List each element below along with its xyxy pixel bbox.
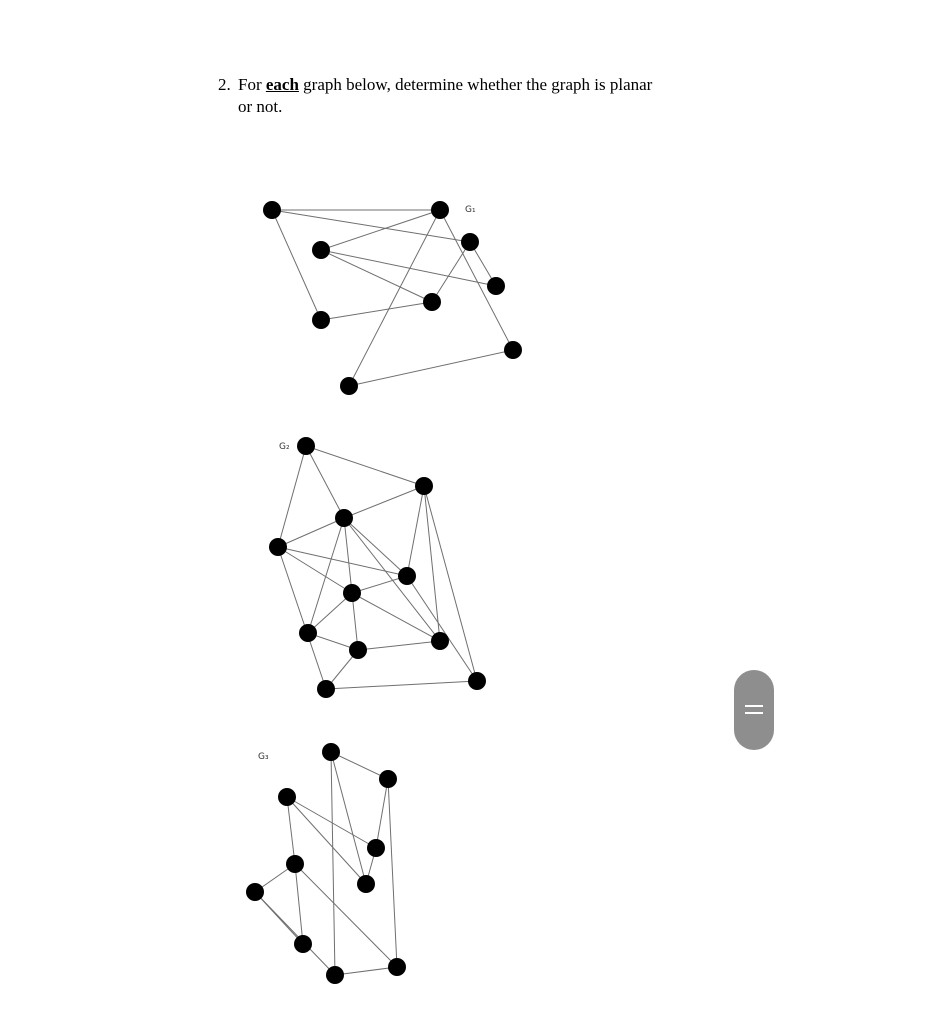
- vertex: [379, 770, 397, 788]
- question-number: 2.: [218, 75, 231, 94]
- vertex: [294, 935, 312, 953]
- graph-g1-vertices: [263, 201, 522, 395]
- graph-g2-edges: [278, 446, 477, 689]
- vertex: [299, 624, 317, 642]
- vertex: [398, 567, 416, 585]
- vertex: [278, 788, 296, 806]
- question-emphasis: each: [265, 75, 299, 94]
- question-text-before: For: [238, 75, 266, 94]
- vertex: [431, 201, 449, 219]
- vertex: [487, 277, 505, 295]
- graph-g2-label: G₂: [279, 442, 290, 452]
- vertex: [388, 958, 406, 976]
- vertex: [312, 311, 330, 329]
- vertex: [431, 632, 449, 650]
- vertex: [322, 743, 340, 761]
- vertex: [297, 437, 315, 455]
- vertex: [317, 680, 335, 698]
- vertex: [286, 855, 304, 873]
- vertex: [343, 584, 361, 602]
- graph-g3-edges: [255, 752, 397, 975]
- vertex: [263, 201, 281, 219]
- vertex: [326, 966, 344, 984]
- vertex: [246, 883, 264, 901]
- vertex: [269, 538, 287, 556]
- vertex: [415, 477, 433, 495]
- vertex: [340, 377, 358, 395]
- scroll-handle[interactable]: [734, 670, 774, 750]
- vertex: [335, 509, 353, 527]
- vertex: [504, 341, 522, 359]
- vertex: [367, 839, 385, 857]
- graph-g2-vertices: [269, 437, 486, 698]
- graph-g3-vertices: [246, 743, 406, 984]
- question-text-after: graph below, determine whether the graph is planar: [298, 75, 653, 94]
- question-text-line-2: or not.: [238, 97, 283, 116]
- vertex: [468, 672, 486, 690]
- graph-g1-label: G₁: [465, 205, 476, 215]
- vertex: [423, 293, 441, 311]
- vertex: [357, 875, 375, 893]
- vertex: [312, 241, 330, 259]
- vertex: [349, 641, 367, 659]
- vertex: [461, 233, 479, 251]
- graph-g3-label: G₃: [258, 752, 269, 762]
